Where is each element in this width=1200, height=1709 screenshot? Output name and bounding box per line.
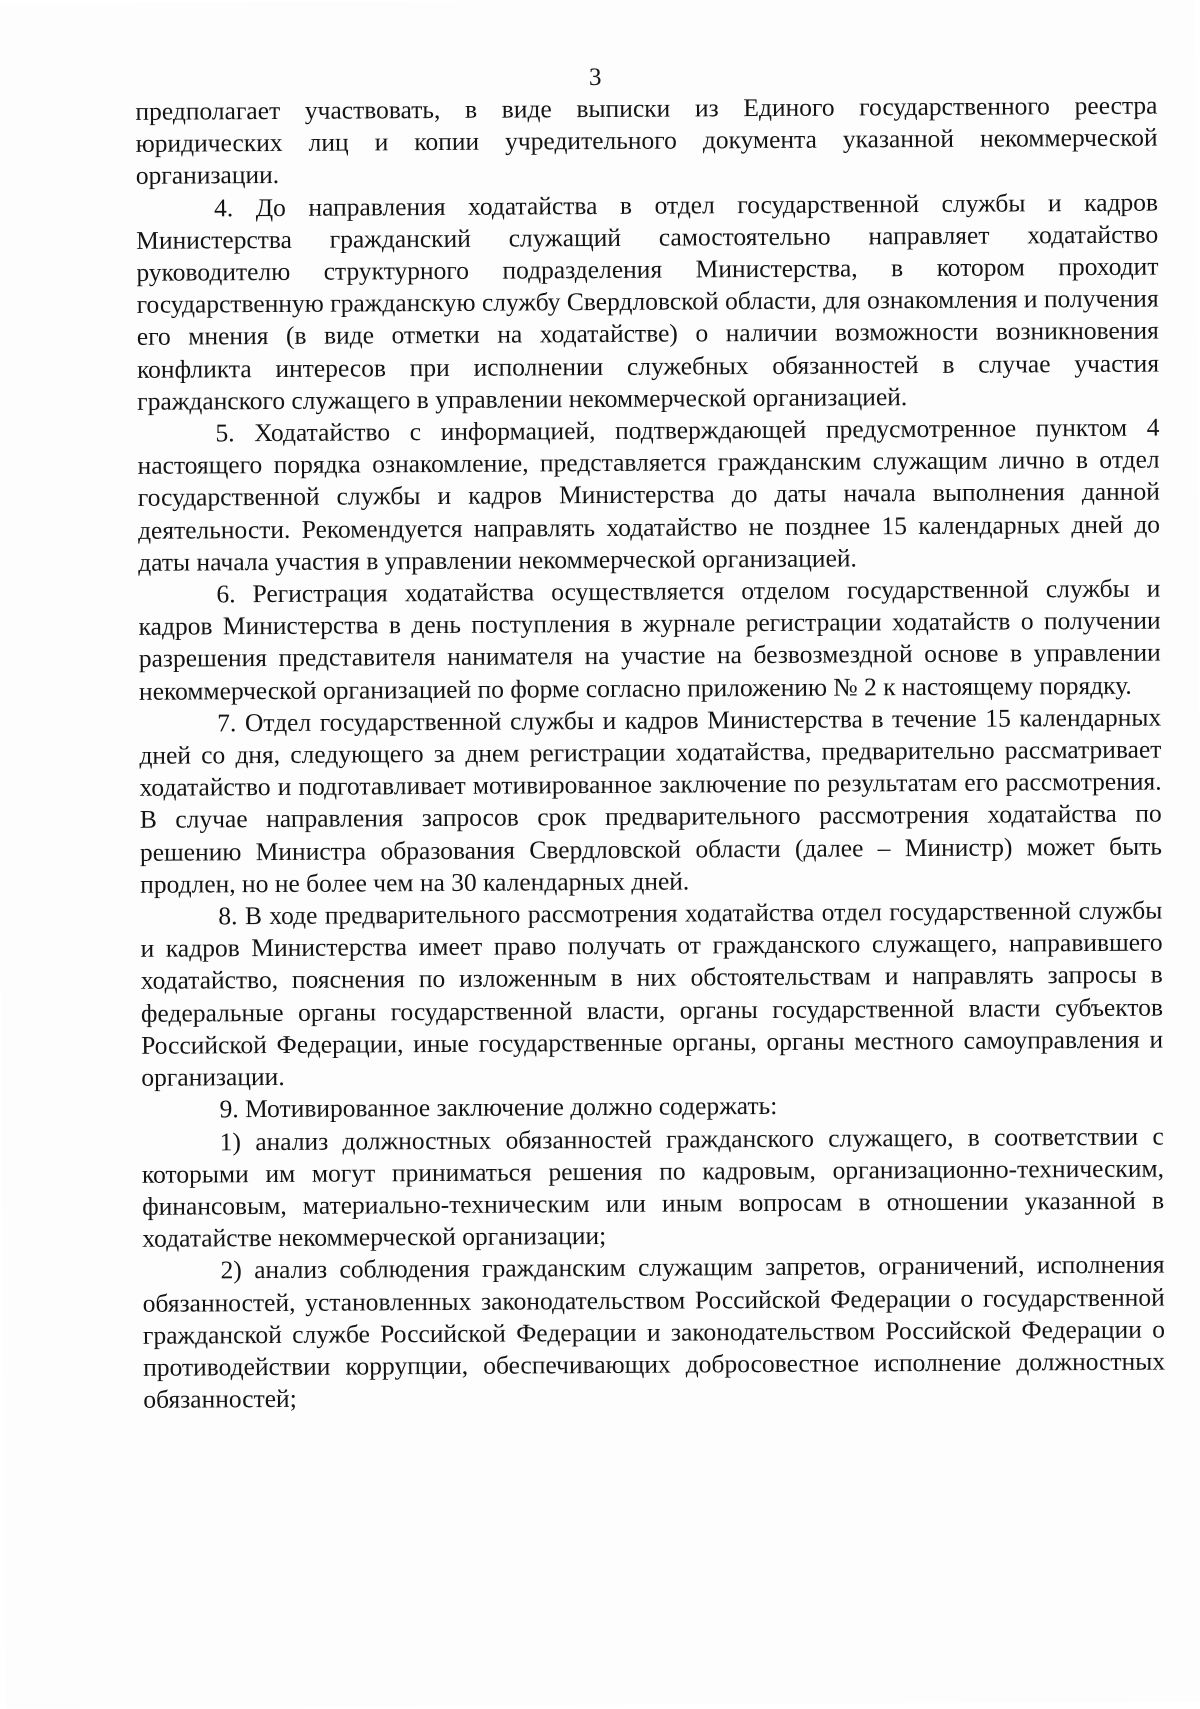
paragraph-item-4: 4. До направления ходатайства в отдел государственной службы и кадров Министерства гражданский служащий самостоятельно направляет ходатайство руководителю структурного подразделения Министерства, в котором проходит государственную гражданскую службу Свердловской области, для ознакомления и получения его мнения (в виде отметки на ходатайстве) о наличии возможности возникновения конфликта интересов при исполнении служебных обязанностей в случае участия гражданского служащего в управлении некоммерческой организацией. — [136, 187, 1160, 416]
paragraph-item-9: 9. Мотивированное заключение должно содержать: — [219, 1091, 778, 1124]
subparagraph-item-2: 2) анализ соблюдения гражданским служащим запретов, ограничений, исполнения обязанностей, установленных законодательством Российской Федерации о государственной гражданской службе Российской Федерации и законодательством Российской Федерации о противодействии коррупции, обеспечивающих добросовестное исполнение должностных обязанностей; — [142, 1249, 1166, 1414]
paragraph-item-6: 6. Регистрация ходатайства осуществляется отделом государственной службы и кадров Министерства в день поступления в журнале регистрации ходатайств о получении разрешения представителя нанимателя на участие на безвозмездной основе в управлении некоммерческой организацией по форме согласно приложению № 2 к настоящему порядку. — [138, 573, 1161, 706]
subparagraph-item-1: 1) анализ должностных обязанностей гражданского служащего, в соответствии с которыми им могут приниматься решения по кадровым, организационно-техническим, финансовым, материально-техническим или иным вопросам в отношении указанной в ходатайстве некоммерческой организации; — [141, 1121, 1165, 1253]
document-body — [135, 90, 1165, 1417]
paragraph-item-7: 7. Отдел государственной службы и кадров Министерства в течение 15 календарных дней со дня, следующего за днем регистрации ходатайства, предварительно рассматривает ходатайство и подготавливает мотивированное заключение по результатам его рассмотрения. В случае направления запросов срок предварительного рассмотрения ходатайства по решению Министра образования Свердловской области (далее – Министр) может быть продлен, но не более чем на 30 календарных дней. — [139, 702, 1163, 899]
paragraph-continuation: предполагает участвовать, в виде выписки из Единого государственного реестра юридических лиц и копии учредительного документа указанной некоммерческой организации. — [135, 90, 1158, 191]
page-number: 3 — [588, 63, 602, 92]
paragraph-item-5: 5. Ходатайство с информацией, подтверждающей предусмотренное пунктом 4 настоящего порядка ознакомление, представляется гражданским служащим лично в отдел государственной службы и кадров Министерства до даты начала выполнения данной деятельности. Рекомендуется направлять ходатайство не позднее 15 календарных дней до даты начала участия в управлении некоммерческой организацией. — [137, 412, 1161, 577]
paragraph-item-8: 8. В ходе предварительного рассмотрения ходатайства отдел государственной службы и кадров Министерства имеет право получать от гражданского служащего, направившего ходатайство, пояснения по изложенным в них обстоятельствам и направлять запросы в федеральные органы государственной власти, органы государственной власти субъектов Российской Федерации, иные государственные органы, органы местного самоуправления и организации. — [140, 895, 1164, 1092]
